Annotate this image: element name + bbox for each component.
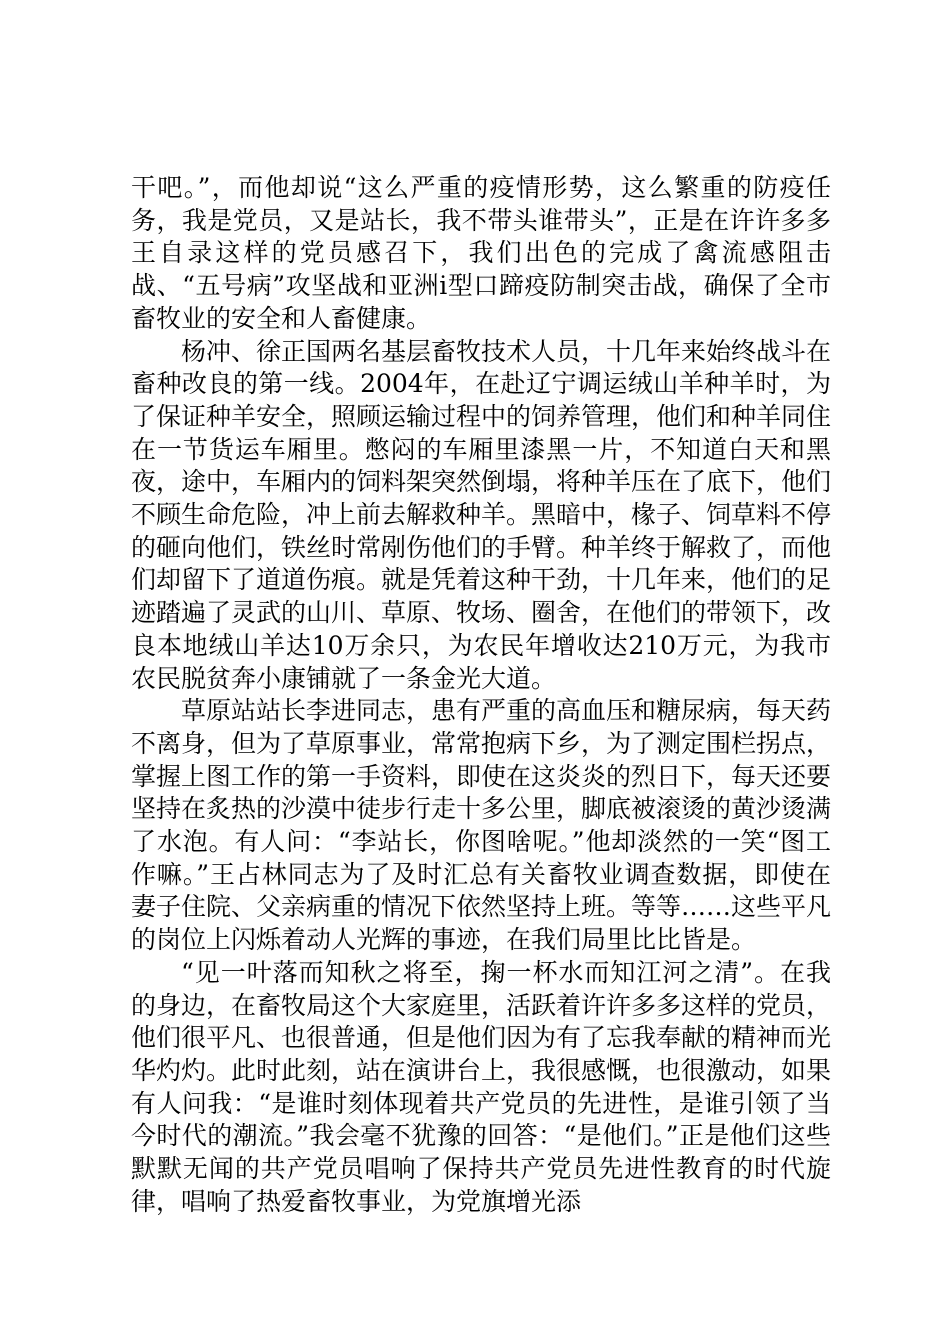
paragraph-1: 干吧。”，而他却说“这么严重的疫情形势，这么繁重的防疫任务，我是党员，又是站长，我不带头谁带头”，正是在许许多多王自录这样的党员感召下，我们出色的完成了禽流感阻击战、“五号病”攻坚战和亚洲ⅰ型口蹄疫防制突击战，确保了全市畜牧业的安全和人畜健康。 — [131, 173, 831, 333]
paragraph-2: 杨冲、徐正国两名基层畜牧技术人员，十几年来始终战斗在畜种改良的第一线。2004年，在赴辽宁调运绒山羊种羊时，为了保证种羊安全，照顾运输过程中的饲养管理，他们和种羊同住在一节货运车厢里。憋闷的车厢里漆黑一片，不知道白天和黑夜，途中，车厢内的饲料架突然倒塌，将种羊压在了底下，他们不顾生命危险，冲上前去解救种羊。黑暗中，椽子、饲草料不停的砸向他们，铁丝时常剐伤他们的手臂。种羊终于解救了，而他们却留下了道道伤痕。就是凭着这种干劲，十几年来，他们的足迹踏遍了灵武的山川、草原、牧场、圈舍，在他们的带领下，改良本地绒山羊达10万余只，为农民年增收达210万元，为我市农民脱贫奔小康铺就了一条金光大道。 — [131, 336, 832, 693]
paragraph-3: 草原站站长李进同志，患有严重的高血压和糖尿病，每天药不离身，但为了草原事业，常常抱病下乡，为了测定围栏拐点，掌握上图工作的第一手资料，即使在这炎炎的烈日下，每天还要坚持在炙热的沙漠中徒步行走十多公里，脚底被滚烫的黄沙烫满了水泡。有人问：“李站长，你图啥呢。”他却淡然的一笑“图工作嘛。”王占林同志为了及时汇总有关畜牧业调查数据，即使在妻子住院、父亲病重的情况下依然坚持上班。等等……这些平凡的岗位上闪烁着动人光辉的事迹，在我们局里比比皆是。 — [131, 696, 832, 955]
document-body — [131, 172, 831, 1219]
paragraph-4: “见一叶落而知秋之将至，掬一杯水而知江河之清”。在我的身边，在畜牧局这个大家庭里，活跃着许许多多这样的党员，他们很平凡、也很普通，但是他们因为有了忘我奉献的精神而光华灼灼。此时此刻，站在演讲台上，我很感慨，也很激动，如果有人问我：“是谁时刻体现着共产党员的先进性，是谁引领了当今时代的潮流。”我会毫不犹豫的回答：“是他们。”正是他们这些默默无闻的共产党员唱响了保持共产党员先进性教育的时代旋律，唱响了热爱畜牧事业，为党旗增光添 — [131, 957, 832, 1216]
